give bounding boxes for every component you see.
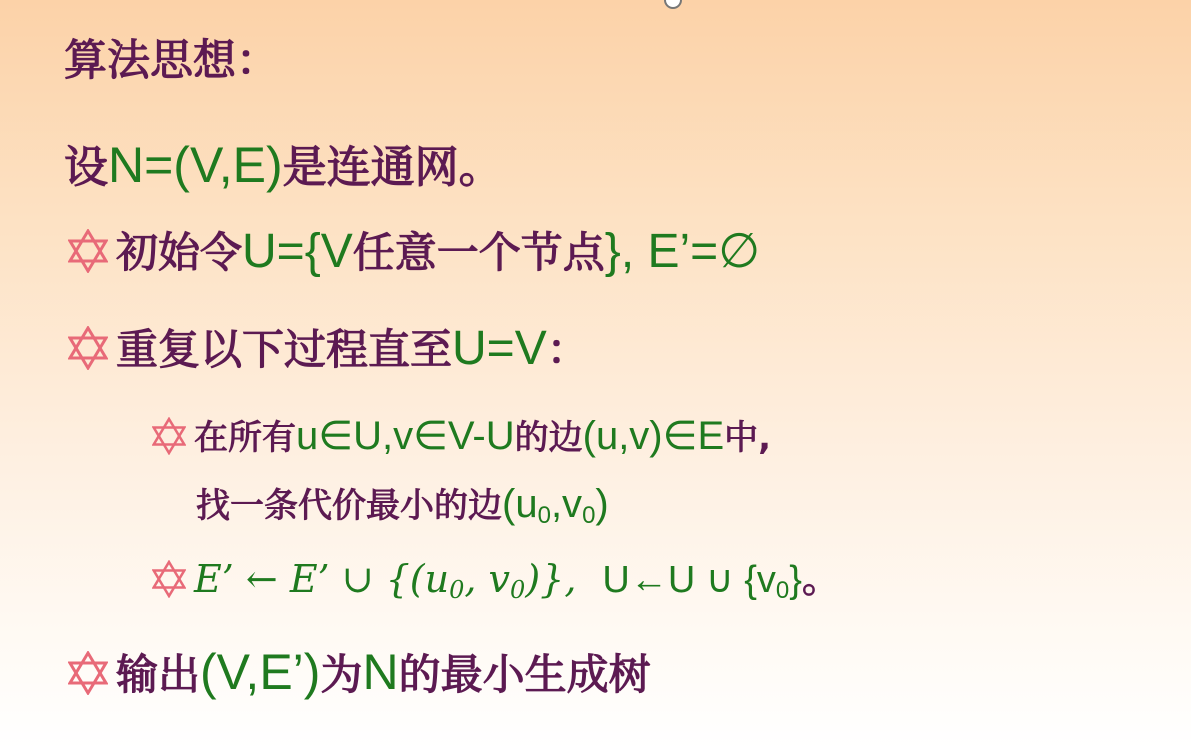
sub1-t3: 的边 [514,418,583,458]
step3-b: (V,E’) [200,644,321,700]
sub1-t1: 在所有 [194,418,296,458]
sub1-t2: u∈U,v∈V-U [296,414,515,458]
star-of-david-icon [68,326,108,370]
star-of-david-icon [152,560,186,598]
resize-handle-icon[interactable] [664,0,682,9]
step2-b: U=V [452,322,547,375]
sub1-t8: 0 [537,502,551,529]
sub2-m3: , v [464,557,511,601]
sub1-t4: (u,v)∈E [582,414,725,458]
step-init [68,225,761,278]
step-output [68,644,651,700]
star-of-david-icon [152,417,186,455]
sub2-m1: E’ ← E’ ∪ {(u [194,557,450,601]
sub2-t1: U←U ∪ {v [602,559,776,601]
sub2-t2: 0 [775,577,790,604]
step-repeat [68,322,589,375]
step2-a: 重复以下过程直至 [116,325,453,374]
sub1-t6: 找一条代价最小的边 [196,486,502,526]
sub1-t7: (u [502,482,538,526]
step3-a: 输出 [116,650,201,699]
step3-d: N [362,644,399,700]
line1-expr: N=(V,E) [108,137,283,193]
step3-e: 的最小生成树 [398,650,651,699]
graph-definition-line [64,137,503,193]
substep-find-edge-cont [196,484,609,528]
sub2-m4: 0 [510,576,526,604]
line1-suffix: 是连通网。 [282,142,503,193]
step1-a: 初始令 [116,228,243,277]
sub1-t10: 0 [582,502,596,529]
sub2-m5: )}, [525,557,577,601]
sub1-t9: ,v [550,482,583,526]
heading-text: 算法思想： [64,36,279,86]
sub1-t11: ) [595,482,609,526]
step1-c: 任意一个节点 [352,228,605,277]
sub2-m2: 0 [449,576,465,604]
step2-c: ： [546,325,589,374]
step3-c: 为 [320,650,363,699]
step1-b: U={V [242,225,353,278]
star-of-david-icon [68,229,108,273]
heading [64,36,279,86]
sub2-t4: 。 [801,557,840,601]
step1-d: }, E’=∅ [604,225,761,278]
sub2-t3: } [789,559,802,601]
substep-update [152,557,840,604]
line1-prefix: 设 [64,142,108,193]
star-of-david-icon [68,651,108,695]
sub1-t5: 中, [724,418,772,458]
substep-find-edge [152,416,771,456]
